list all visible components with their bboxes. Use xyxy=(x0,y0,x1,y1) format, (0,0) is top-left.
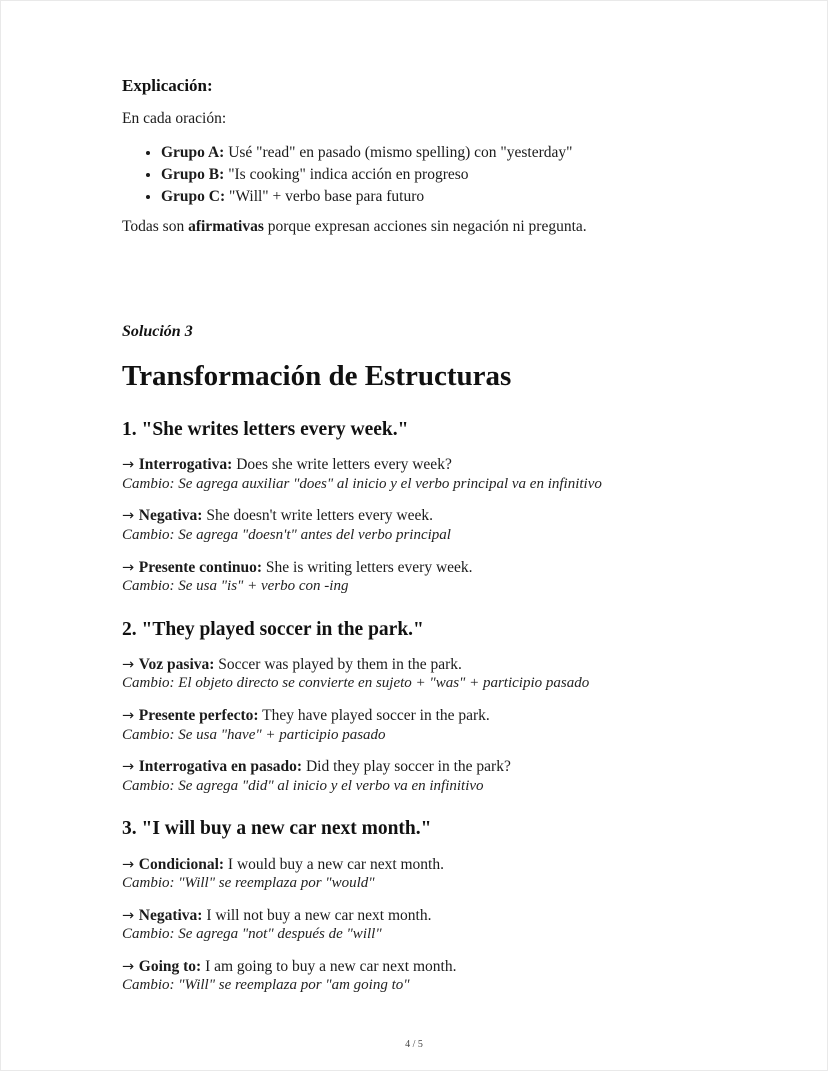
arrow-icon: → xyxy=(122,508,139,525)
arrow-icon: → xyxy=(122,759,139,776)
transformation-item xyxy=(122,957,699,995)
section-heading: 1. "She writes letters every week." xyxy=(122,418,409,440)
transformation-label: Going to: xyxy=(138,958,202,976)
cambio-note: Cambio: Se agrega "not" después de "will" xyxy=(122,926,382,943)
transformation-line xyxy=(122,757,699,776)
explanation-list xyxy=(122,143,699,207)
transformation-line xyxy=(122,558,699,577)
transformation-text: Soccer was played by them in the park. xyxy=(214,656,462,674)
page-number: 4 / 5 xyxy=(405,1039,423,1050)
transformation-line xyxy=(122,506,699,525)
solution-label: Solución 3 xyxy=(122,323,193,341)
arrow-icon: → xyxy=(122,708,139,725)
explanation-heading: Explicación: xyxy=(122,76,213,95)
arrow-icon: → xyxy=(122,907,139,924)
bullet-text: Usé "read" en pasado (mismo spelling) con "yesterday" xyxy=(224,143,573,161)
bullet-text: "Will" + verbo base para futuro xyxy=(225,188,425,206)
list-item xyxy=(161,187,699,206)
transformation-item xyxy=(122,757,699,795)
cambio-note: Cambio: "Will" se reemplaza por "would" xyxy=(122,875,375,892)
transformation-text: They have played soccer in the park. xyxy=(258,707,490,725)
transformation-item xyxy=(122,558,699,596)
explanation-intro: En cada oración: xyxy=(122,110,227,128)
transformation-item xyxy=(122,655,699,693)
transformation-text: I will not buy a new car next month. xyxy=(202,906,432,924)
cambio-note: Cambio: Se agrega auxiliar "does" al inicio y el verbo principal va en infinitivo xyxy=(122,475,602,492)
transformation-label: Condicional: xyxy=(138,855,225,873)
cambio-note: Cambio: Se agrega "did" al inicio y el verbo va en infinitivo xyxy=(122,777,484,794)
transformation-text: Did they play soccer in the park? xyxy=(302,758,511,776)
transformation-line xyxy=(122,455,699,474)
transformation-label: Interrogativa en pasado: xyxy=(138,758,303,776)
bullet-label: Grupo C: xyxy=(161,188,226,206)
arrow-icon: → xyxy=(122,457,139,474)
page-content xyxy=(1,1,827,995)
transformation-line xyxy=(122,957,699,976)
transformation-label: Interrogativa: xyxy=(138,456,233,474)
bullet-text: "Is cooking" indica acción en progreso xyxy=(224,166,469,183)
arrow-icon: → xyxy=(122,559,139,576)
transformation-text: She doesn't write letters every week. xyxy=(202,507,433,525)
transformation-text: I would buy a new car next month. xyxy=(224,855,444,873)
transformation-label: Voz pasiva: xyxy=(138,656,215,674)
cambio-note: Cambio: El objeto directo se convierte en sujeto + "was" + participio pasado xyxy=(122,675,590,692)
transformation-item xyxy=(122,506,699,544)
bullet-label: Grupo B: xyxy=(161,166,225,183)
transformation-item xyxy=(122,706,699,744)
bullet-label: Grupo A: xyxy=(161,143,225,161)
transformation-item xyxy=(122,906,699,944)
transformation-text: I am going to buy a new car next month. xyxy=(201,958,457,976)
transformation-item xyxy=(122,855,699,893)
transformation-text: She is writing letters every week. xyxy=(262,558,473,576)
section-heading: 3. "I will buy a new car next month." xyxy=(122,818,432,840)
transformation-line xyxy=(122,906,699,925)
cambio-note: Cambio: Se agrega "doesn't" antes del verbo principal xyxy=(122,526,451,543)
transformation-label: Presente continuo: xyxy=(138,558,263,576)
cambio-note: Cambio: Se usa "have" + participio pasado xyxy=(122,726,386,743)
transformation-line xyxy=(122,706,699,725)
arrow-icon: → xyxy=(122,856,139,873)
arrow-icon: → xyxy=(122,959,139,976)
transformation-line xyxy=(122,855,699,874)
transformation-item xyxy=(122,455,699,493)
closing-suffix: porque expresan acciones sin negación ni pregunta. xyxy=(263,217,587,235)
transformation-label: Negativa: xyxy=(138,906,203,924)
arrow-icon: → xyxy=(122,657,139,674)
transformation-text: Does she write letters every week? xyxy=(232,456,452,474)
cambio-note: Cambio: "Will" se reemplaza por "am going to" xyxy=(122,977,410,994)
section-heading: 2. "They played soccer in the park." xyxy=(122,618,424,640)
transformation-label: Negativa: xyxy=(138,507,203,525)
list-item xyxy=(161,143,699,162)
closing-bold: afirmativas xyxy=(188,217,264,235)
transformation-line xyxy=(122,655,699,674)
page-title: Transformación de Estructuras xyxy=(122,360,512,393)
explanation-closing xyxy=(122,217,699,236)
cambio-note: Cambio: Se usa "is" + verbo con -ing xyxy=(122,577,349,594)
transformation-label: Presente perfecto: xyxy=(138,707,259,725)
list-item xyxy=(161,165,699,184)
closing-prefix: Todas son xyxy=(122,217,189,235)
